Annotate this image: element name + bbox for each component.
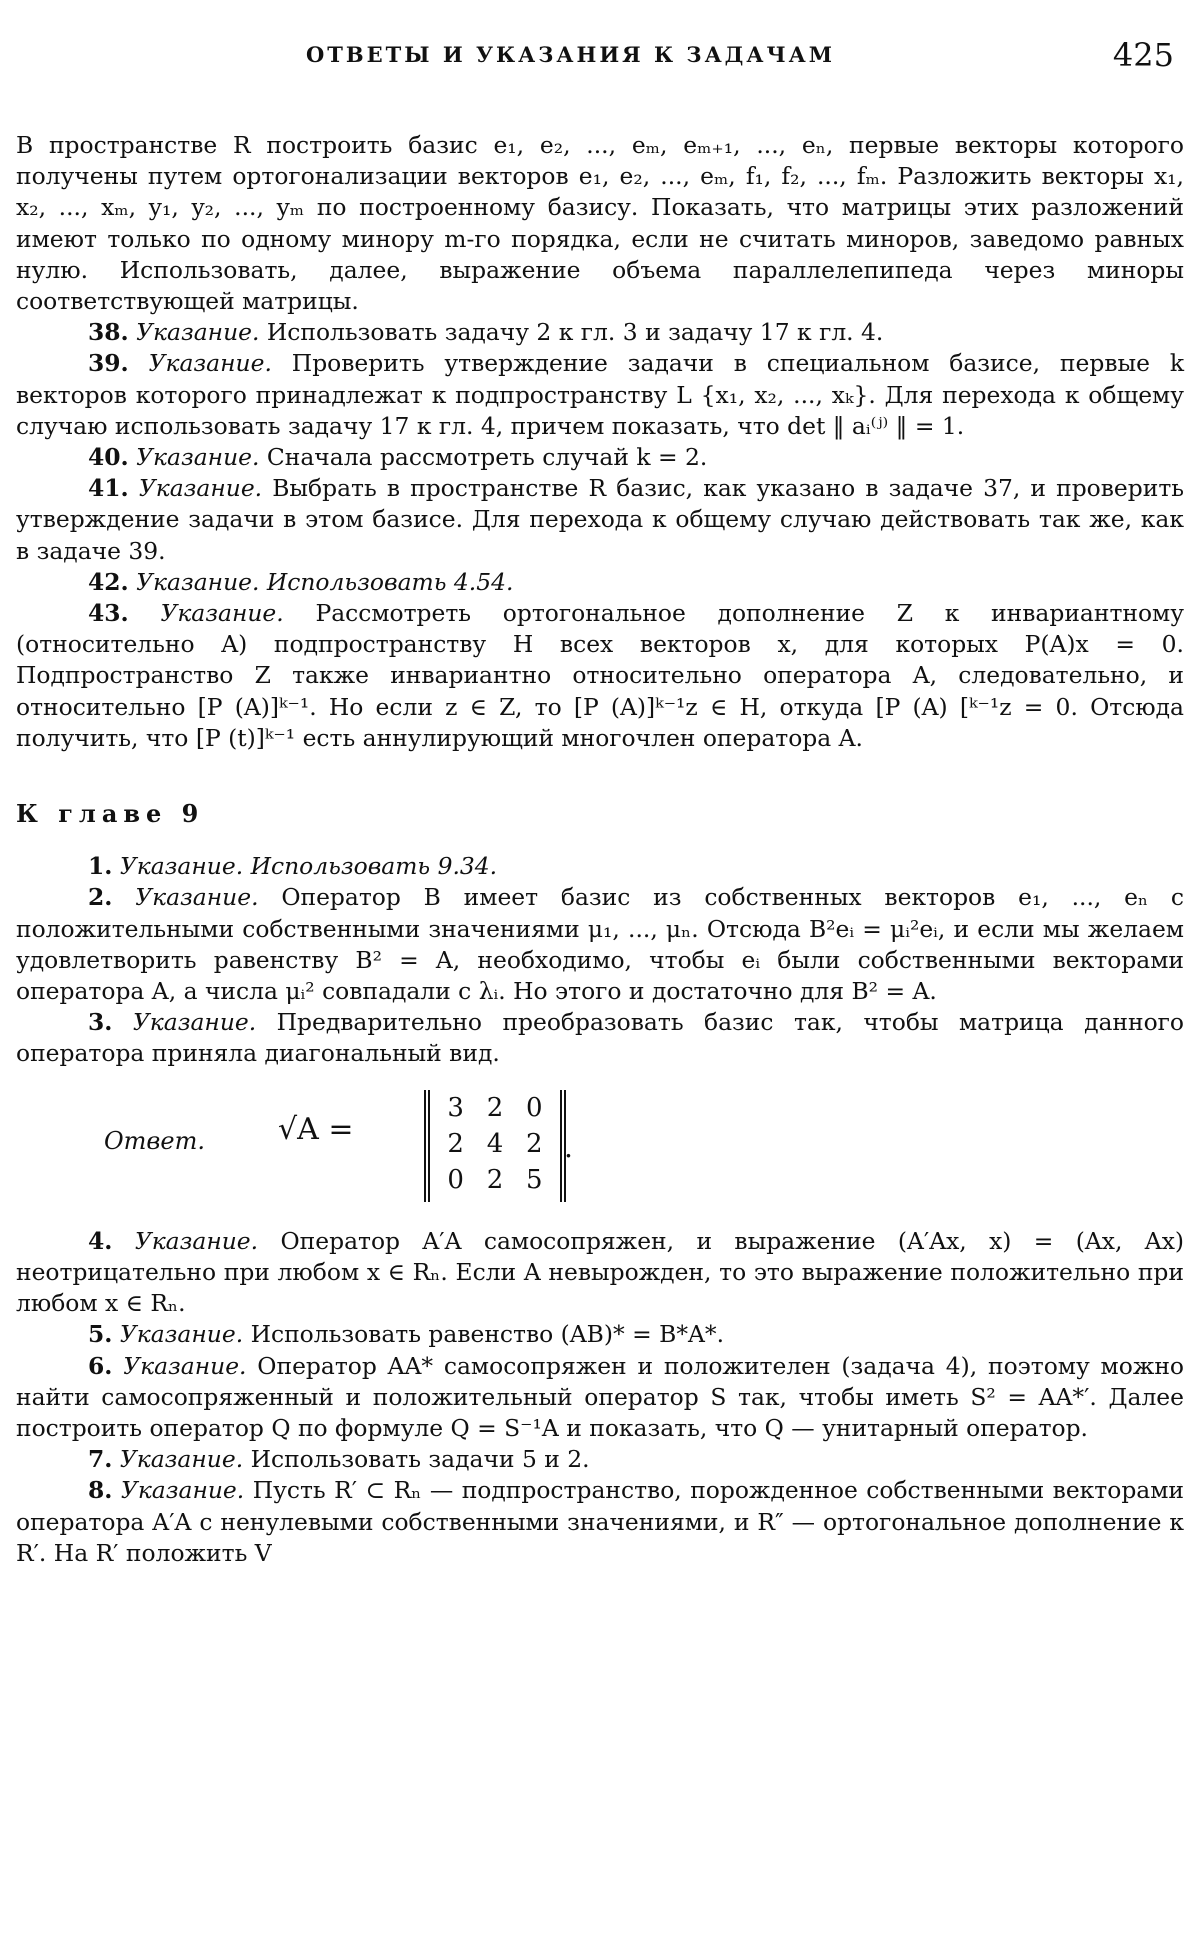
page-number: 425 [1112, 36, 1174, 74]
item-number: 3. [88, 1008, 113, 1037]
hint-label: Указание. [119, 1445, 244, 1474]
answer-matrix [424, 1090, 566, 1202]
answer-item-43 [16, 598, 1184, 754]
item-number: 43. [88, 599, 129, 628]
hint-label: Указание. [136, 443, 260, 472]
answer-item-2 [16, 882, 1184, 1007]
matrix-row [430, 1090, 560, 1126]
item-number: 4. [88, 1226, 113, 1255]
hint-label: Указание. [132, 1008, 257, 1037]
item-text: Использовать 4.54. [266, 567, 514, 596]
answer-item-4 [16, 1226, 1184, 1320]
matrix-cell: 2 [526, 1128, 543, 1159]
hint-label: Указание. [136, 318, 260, 347]
item-text: Оператор A′A самосопряжен, и выражение (A′Ax, x) = (Ax, Ax) неотрицательно при любом x ∈ Rₙ. Если A невырожден, то это выражение положительно при любом x ∈ Rₙ. [16, 1226, 1185, 1318]
hint-label: Указание. [119, 1320, 244, 1349]
item-number: 2. [88, 883, 113, 912]
hint-label: Указание. [160, 599, 284, 628]
answer-item-5 [16, 1319, 1184, 1350]
matrix-row [430, 1162, 560, 1198]
item-text: Оператор AA* самосопряжен и положителен (задача 4), поэтому можно найти самосопряженный и положительный оператор S так, чтобы иметь S² = AA*′. Далее построить оператор Q по формуле Q = S⁻¹A и показать, что Q — унитарный оператор. [16, 1351, 1185, 1442]
item-text: Сначала рассмотреть случай k = 2. [266, 443, 708, 472]
hint-label: Указание. [123, 1351, 247, 1380]
item-number: 39. [88, 349, 129, 378]
item-number: 6. [88, 1351, 113, 1380]
item-number: 8. [88, 1476, 113, 1505]
item-text: Пусть R′ ⊂ Rₙ — подпространство, порожденное собственными векторами оператора A′A с ненулевыми собственными значениями, и R″ — ортогональное дополнение к R′. На R′ положить V [16, 1476, 1185, 1567]
running-title: ОТВЕТЫ И УКАЗАНИЯ К ЗАДАЧАМ [306, 42, 835, 67]
matrix-cell: 0 [447, 1164, 464, 1195]
item-text: Предварительно преобразовать базис так, чтобы матрица данного оператора приняла диагональный вид. [16, 1008, 1185, 1068]
answer-item-6 [16, 1351, 1184, 1445]
matrix-cell: 3 [447, 1092, 464, 1123]
item-number: 1. [88, 852, 113, 881]
answer-item-8 [16, 1475, 1184, 1569]
matrix-cell: 0 [526, 1092, 543, 1123]
formula-period: . [564, 1130, 573, 1164]
item-text: Использовать равенство (AB)* = B*A*. [250, 1320, 725, 1349]
hint-label: Указание. [120, 1476, 245, 1505]
item-number: 42. [88, 567, 129, 596]
answer-label: Ответ. [104, 1126, 205, 1155]
item-number: 7. [88, 1445, 113, 1474]
answer-item-7 [16, 1444, 1184, 1475]
matrix-cell: 2 [486, 1092, 504, 1123]
chapter-heading: К главе 9 [16, 799, 205, 829]
item-text: Использовать задачу 2 к гл. 3 и задачу 17 к гл. 4. [266, 318, 884, 347]
item-text: Рассмотреть ортогональное дополнение Z к инвариантному (относительно A) подпространству H всех векторов x, для которых P(A)x = 0. Подпространство Z также инвариантно относительно оператора A, следовательно, и относительно [P (A)]ᵏ⁻¹. Но если z ∈ Z, то [P (A)]ᵏ⁻¹z ∈ H, откуда [P (A) [ᵏ⁻¹z = 0. Отсюда получить, что [P (t)]ᵏ⁻¹ есть аннулирующий многочлен оператора A. [16, 599, 1185, 752]
hint-label: Указание. [148, 349, 272, 378]
item-text: Оператор B имеет базис из собственных векторов e₁, ..., eₙ с положительными собственными значениями μ₁, ..., μₙ. Отсюда B²eᵢ = μᵢ²eᵢ, и если мы желаем удовлетворить равенству B² = A, необходимо, чтобы eᵢ были собственными векторами оператора A, а числа μᵢ² совпадали с λᵢ. Но этого и достаточно для B² = A. [16, 883, 1184, 1006]
hint-label: Указание. [134, 1226, 259, 1255]
matrix-cell: 4 [486, 1128, 504, 1159]
running-header [16, 36, 1184, 76]
item-number: 40. [88, 443, 129, 472]
answer-item-3 [16, 1007, 1184, 1069]
item-number: 41. [88, 474, 129, 503]
answer-item-41 [16, 473, 1184, 567]
matrix-cell: 5 [526, 1164, 543, 1195]
item-text: Выбрать в пространстве R базис, как указано в задаче 37, и проверить утверждение задачи в этом базисе. Для перехода к общему случаю действовать так же, как в задаче 39. [16, 474, 1185, 565]
book-page [16, 0, 1184, 1933]
answer-item-39 [16, 348, 1184, 442]
hint-label: Указание. [136, 567, 260, 596]
hint-label: Указание. [119, 852, 244, 881]
matrix-cell: 2 [447, 1128, 464, 1159]
answer-item-42 [16, 567, 1184, 598]
answer-item-38 [16, 317, 1184, 348]
item-text: Проверить утверждение задачи в специальном базисе, первые k векторов которого принадлежат к подпространству L {x₁, x₂, ..., xₖ}. Для перехода к общему случаю использовать задачу 17 к гл. 4, причем показать, что det ‖ aᵢ⁽ʲ⁾ ‖ = 1. [16, 349, 1185, 440]
page-body [16, 130, 1184, 1569]
item-number: 5. [88, 1320, 113, 1349]
item-number: 38. [88, 318, 129, 347]
sqrt-expression: √A = [278, 1111, 354, 1147]
answer-item-40 [16, 442, 1184, 473]
answer-formula [16, 1084, 1184, 1208]
answer-item-1 [16, 851, 1184, 882]
matrix-cell: 2 [486, 1164, 504, 1195]
item-text: Использовать задачи 5 и 2. [250, 1445, 590, 1474]
matrix-row [430, 1126, 560, 1162]
item-text: Использовать 9.34. [250, 852, 498, 881]
hint-label: Указание. [135, 883, 259, 912]
hint-label: Указание. [138, 474, 263, 503]
continued-paragraph: В пространстве R построить базис e₁, e₂, ..., eₘ, eₘ₊₁, ..., eₙ, первые векторы которого получены путем ортогонализации векторов e₁, e₂, ..., eₘ, f₁, f₂, ..., fₘ. Разложить векторы x₁, x₂, ..., xₘ, y₁, y₂, ..., yₘ по построенному базису. Показать, что матрицы этих разложений имеют только по одному минору m-го порядка, если не считать миноров, заведомо равных нулю. Использовать, далее, выражение объема параллелепипеда через миноры соответствующей матрицы. [16, 131, 1184, 316]
